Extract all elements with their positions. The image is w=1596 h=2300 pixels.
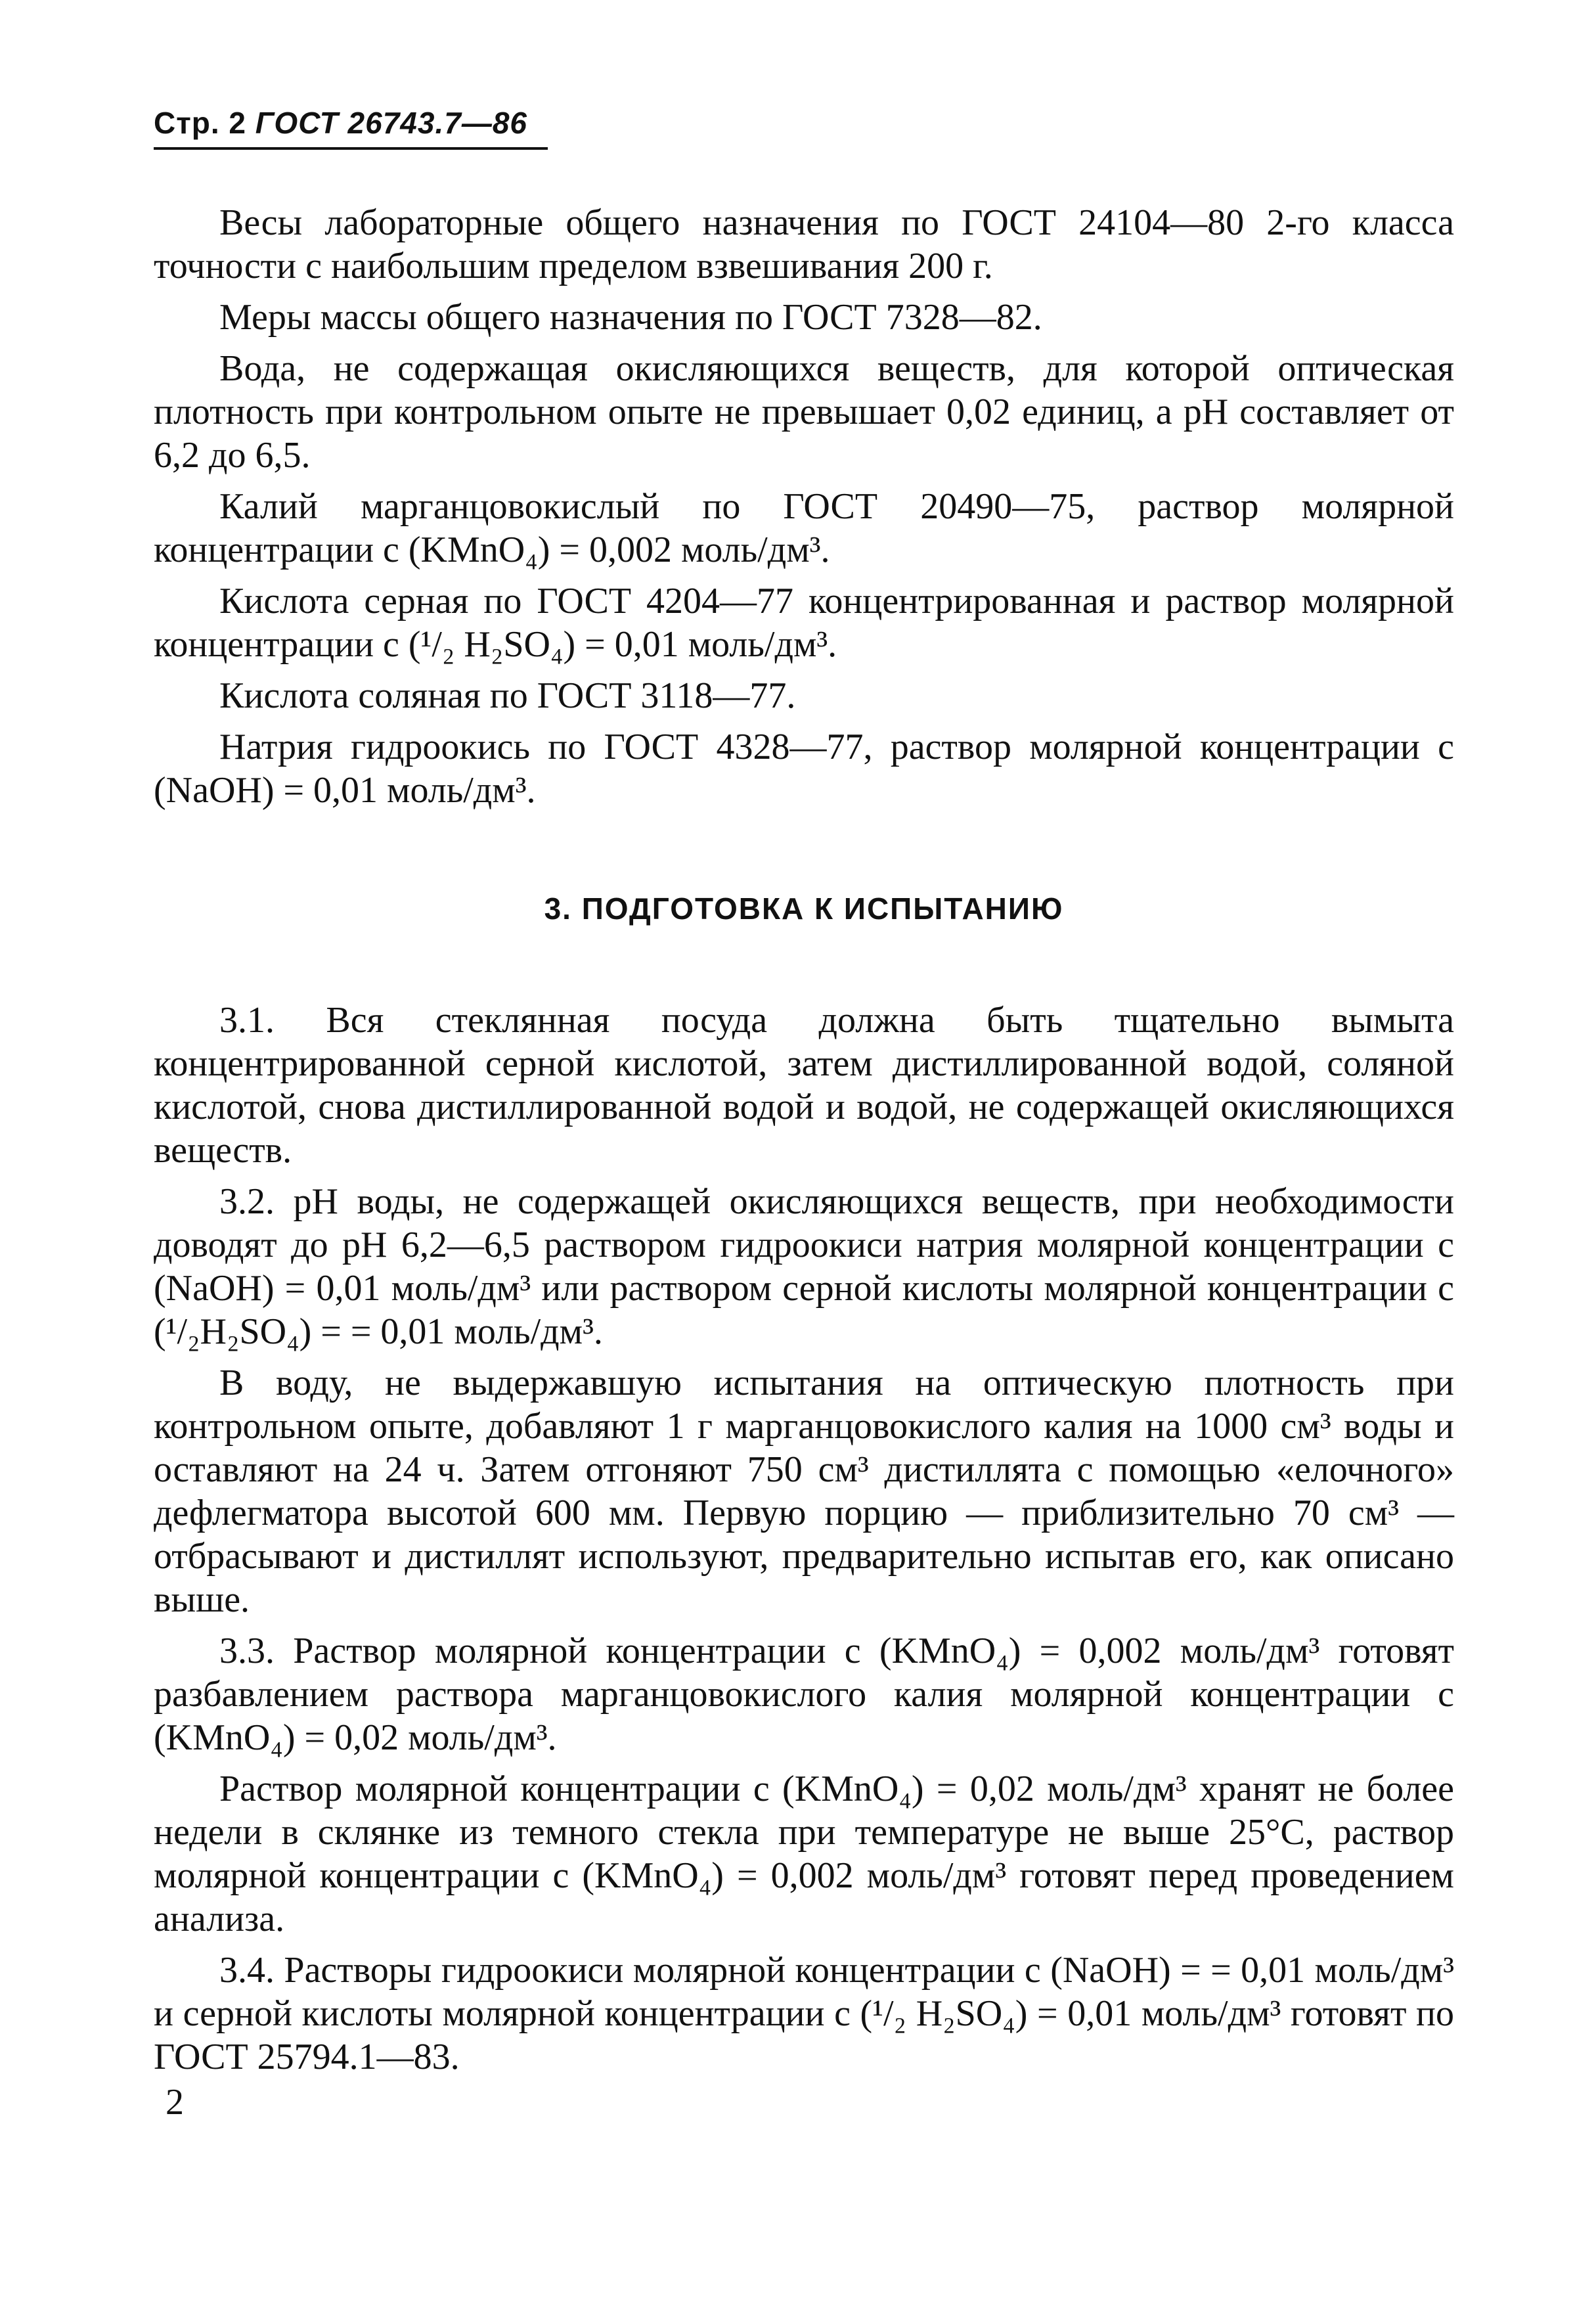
section-paragraph: 3.2. pH воды, не содержащей окисляющихся веществ, при необходимости доводят до pH 6,2—6,5 раствором гидроокиси натрия молярной концентрации с (NaOH) = 0,01 моль/дм³ или раствором серной кислоты молярной концентрации с (¹/₂H₂SO₄) = = 0,01 моль/дм³. [154,1181,1454,1352]
header-page-label: Стр. 2 [154,106,246,140]
section-paragraph: В воду, не выдержавшую испытания на оптическую плотность при контрольном опыте, добавляют 1 г марганцовокислого калия на 1000 см³ воды и оставляют на 24 ч. Затем отгоняют 750 см³ дистиллята с помощью «елочного» дефлегматора высотой 600 мм. Первую порцию — приблизительно 70 см³ — отбрасывают и дистиллят используют, предварительно испытав его, как описано выше. [154,1363,1454,1620]
section-paragraph: 3.4. Растворы гидроокиси молярной концентрации с (NaOH) = = 0,01 моль/дм³ и серной кислоты молярной концентрации с (¹/₂ H₂SO₄) = 0,01 моль/дм³ готовят по ГОСТ 25794.1—83. [154,1950,1454,2077]
equipment-item: Калий марганцовокислый по ГОСТ 20490—75, раствор молярной концентрации с (KMnO₄) = 0,002 моль/дм³. [154,486,1454,570]
document-page [154,105,1454,2079]
equipment-item: Вода, не содержащая окисляющихся веществ, для которой оптическая плотность при контрольном опыте не превышает 0,02 единиц, а pH составляет от 6,2 до 6,5. [154,348,1454,476]
header-standard-code: ГОСТ 26743.7—86 [255,106,527,140]
section-body [154,999,1454,2079]
equipment-item: Кислота соляная по ГОСТ 3118—77. [219,675,796,716]
page-header [154,105,548,150]
page-number: 2 [166,2082,184,2123]
section-paragraph: 3.1. Вся стеклянная посуда должна быть тщательно вымыта концентрированной серной кислотой, затем дистиллированной водой, соляной кислотой, снова дистиллированной водой и водой, не содержащей окисляющихся веществ. [154,1000,1454,1171]
equipment-item: Кислота серная по ГОСТ 4204—77 концентрированная и раствор молярной концентрации с (¹/₂ H₂SO₄) = 0,01 моль/дм³. [154,581,1454,665]
equipment-item: Натрия гидроокись по ГОСТ 4328—77, раствор молярной концентрации с (NaOH) = 0,01 моль/дм³. [154,727,1454,811]
section-paragraph: 3.3. Раствор молярной концентрации с (KMnO₄) = 0,002 моль/дм³ готовят разбавлением раствора марганцовокислого калия молярной концентрации с (KMnO₄) = 0,02 моль/дм³. [154,1631,1454,1758]
equipment-item: Меры массы общего назначения по ГОСТ 7328—82. [219,297,1042,338]
equipment-list [154,201,1454,812]
section-heading: 3. ПОДГОТОВКА К ИСПЫТАНИЮ [544,891,1064,926]
section-paragraph: Раствор молярной концентрации с (KMnO₄) = 0,02 моль/дм³ хранят не более недели в склянке из темного стекла при температуре не выше 25°С, раствор молярной концентрации с (KMnO₄) = 0,002 моль/дм³ готовят перед проведением анализа. [154,1769,1454,1939]
equipment-item: Весы лабораторные общего назначения по ГОСТ 24104—80 2-го класса точности с наибольшим пределом взвешивания 200 г. [154,202,1454,286]
